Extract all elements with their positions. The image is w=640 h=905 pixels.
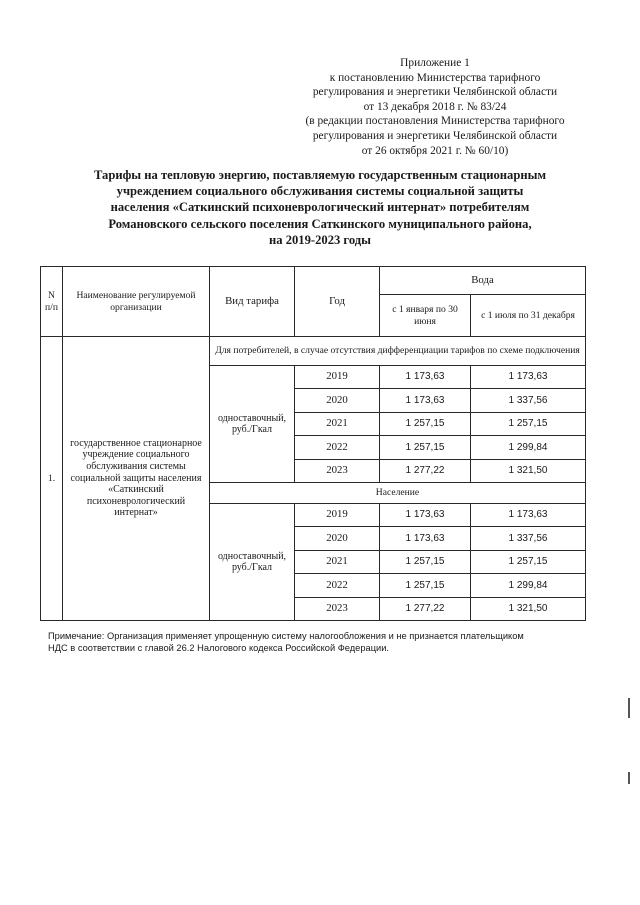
value-h2: 1 257,15 [471,550,586,573]
value-h1: 1 257,15 [380,574,471,597]
organization-name: государственное стационарное учреждение социального обслуживания системы социальной защиты населения «Саткинский психоневрологический интернат» [63,337,210,621]
header-org: Наименование регулируемой организации [63,267,210,337]
value-h1: 1 277,22 [380,459,471,482]
year-cell: 2023 [295,597,380,620]
value-h2: 1 299,84 [471,436,586,459]
title-line: учреждением социального обслуживания системы социальной защиты [116,184,524,199]
title-line: Тарифы на тепловую энергию, поставляемую государственным стационарным [93,168,547,182]
value-h2: 1 299,84 [471,574,586,597]
appendix-line: регулирования и энергетики Челябинской области [312,86,558,99]
tariff-type: одноставочный, руб./Гкал [210,503,295,620]
value-h2: 1 321,50 [471,459,586,482]
year-cell: 2021 [295,550,380,573]
header-num: N п/п [41,267,63,337]
tariff-type: одноставочный, руб./Гкал [210,366,295,483]
row-number: 1. [41,337,63,621]
value-h1: 1 173,63 [380,503,471,526]
value-h2: 1 173,63 [471,503,586,526]
year-cell: 2019 [295,503,380,526]
value-h2: 1 337,56 [471,389,586,412]
value-h1: 1 257,15 [380,412,471,435]
appendix-line: Приложение 1 [400,57,470,69]
value-h1: 1 173,63 [380,389,471,412]
year-cell: 2020 [295,389,380,412]
value-h1: 1 173,63 [380,527,471,550]
appendix-line: от 13 декабря 2018 г. № 83/24 [363,100,507,113]
year-cell: 2022 [295,574,380,597]
footnote-line: НДС в соответствии с главой 26.2 Налогового кодекса Российской Федерации. [48,643,389,653]
header-tariff-type: Вид тарифа [210,267,295,337]
value-h2: 1 173,63 [471,366,586,389]
value-h2: 1 321,50 [471,597,586,620]
document-title [30,167,610,248]
appendix-block [280,56,590,158]
appendix-line: регулирования и энергетики Челябинской области [312,129,558,142]
year-cell: 2020 [295,527,380,550]
header-water: Вода [380,267,586,295]
footnote [48,630,588,654]
value-h1: 1 173,63 [380,366,471,389]
title-line: населения «Саткинский психоневрологический интернат» потребителям [110,200,530,215]
scan-margin-mark [628,698,630,718]
tariff-table [40,266,586,621]
scan-margin-mark [628,772,630,784]
appendix-line: от 26 октября 2021 г. № 60/10) [361,144,509,157]
year-cell: 2021 [295,412,380,435]
appendix-line: (в редакции постановления Министерства тарифного [305,115,565,128]
value-h1: 1 277,22 [380,597,471,620]
header-period-2: с 1 июля по 31 декабря [471,295,586,337]
year-cell: 2022 [295,436,380,459]
year-cell: 2019 [295,366,380,389]
year-cell: 2023 [295,459,380,482]
group-label: Для потребителей, в случае отсутствия дифференциации тарифов по схеме подключения [210,337,586,366]
value-h1: 1 257,15 [380,436,471,459]
title-line: на 2019-2023 годы [269,232,371,247]
value-h1: 1 257,15 [380,550,471,573]
value-h2: 1 257,15 [471,412,586,435]
value-h2: 1 337,56 [471,527,586,550]
header-year: Год [295,267,380,337]
title-line: Романовского сельского поселения Саткинского муниципального района, [108,216,532,231]
appendix-line: к постановлению Министерства тарифного [329,71,541,84]
footnote-line: Примечание: Организация применяет упрощенную систему налогообложения и не признается плательщиком [48,631,524,641]
group-label: Население [210,482,586,503]
header-period-1: с 1 января по 30 июня [380,295,471,337]
